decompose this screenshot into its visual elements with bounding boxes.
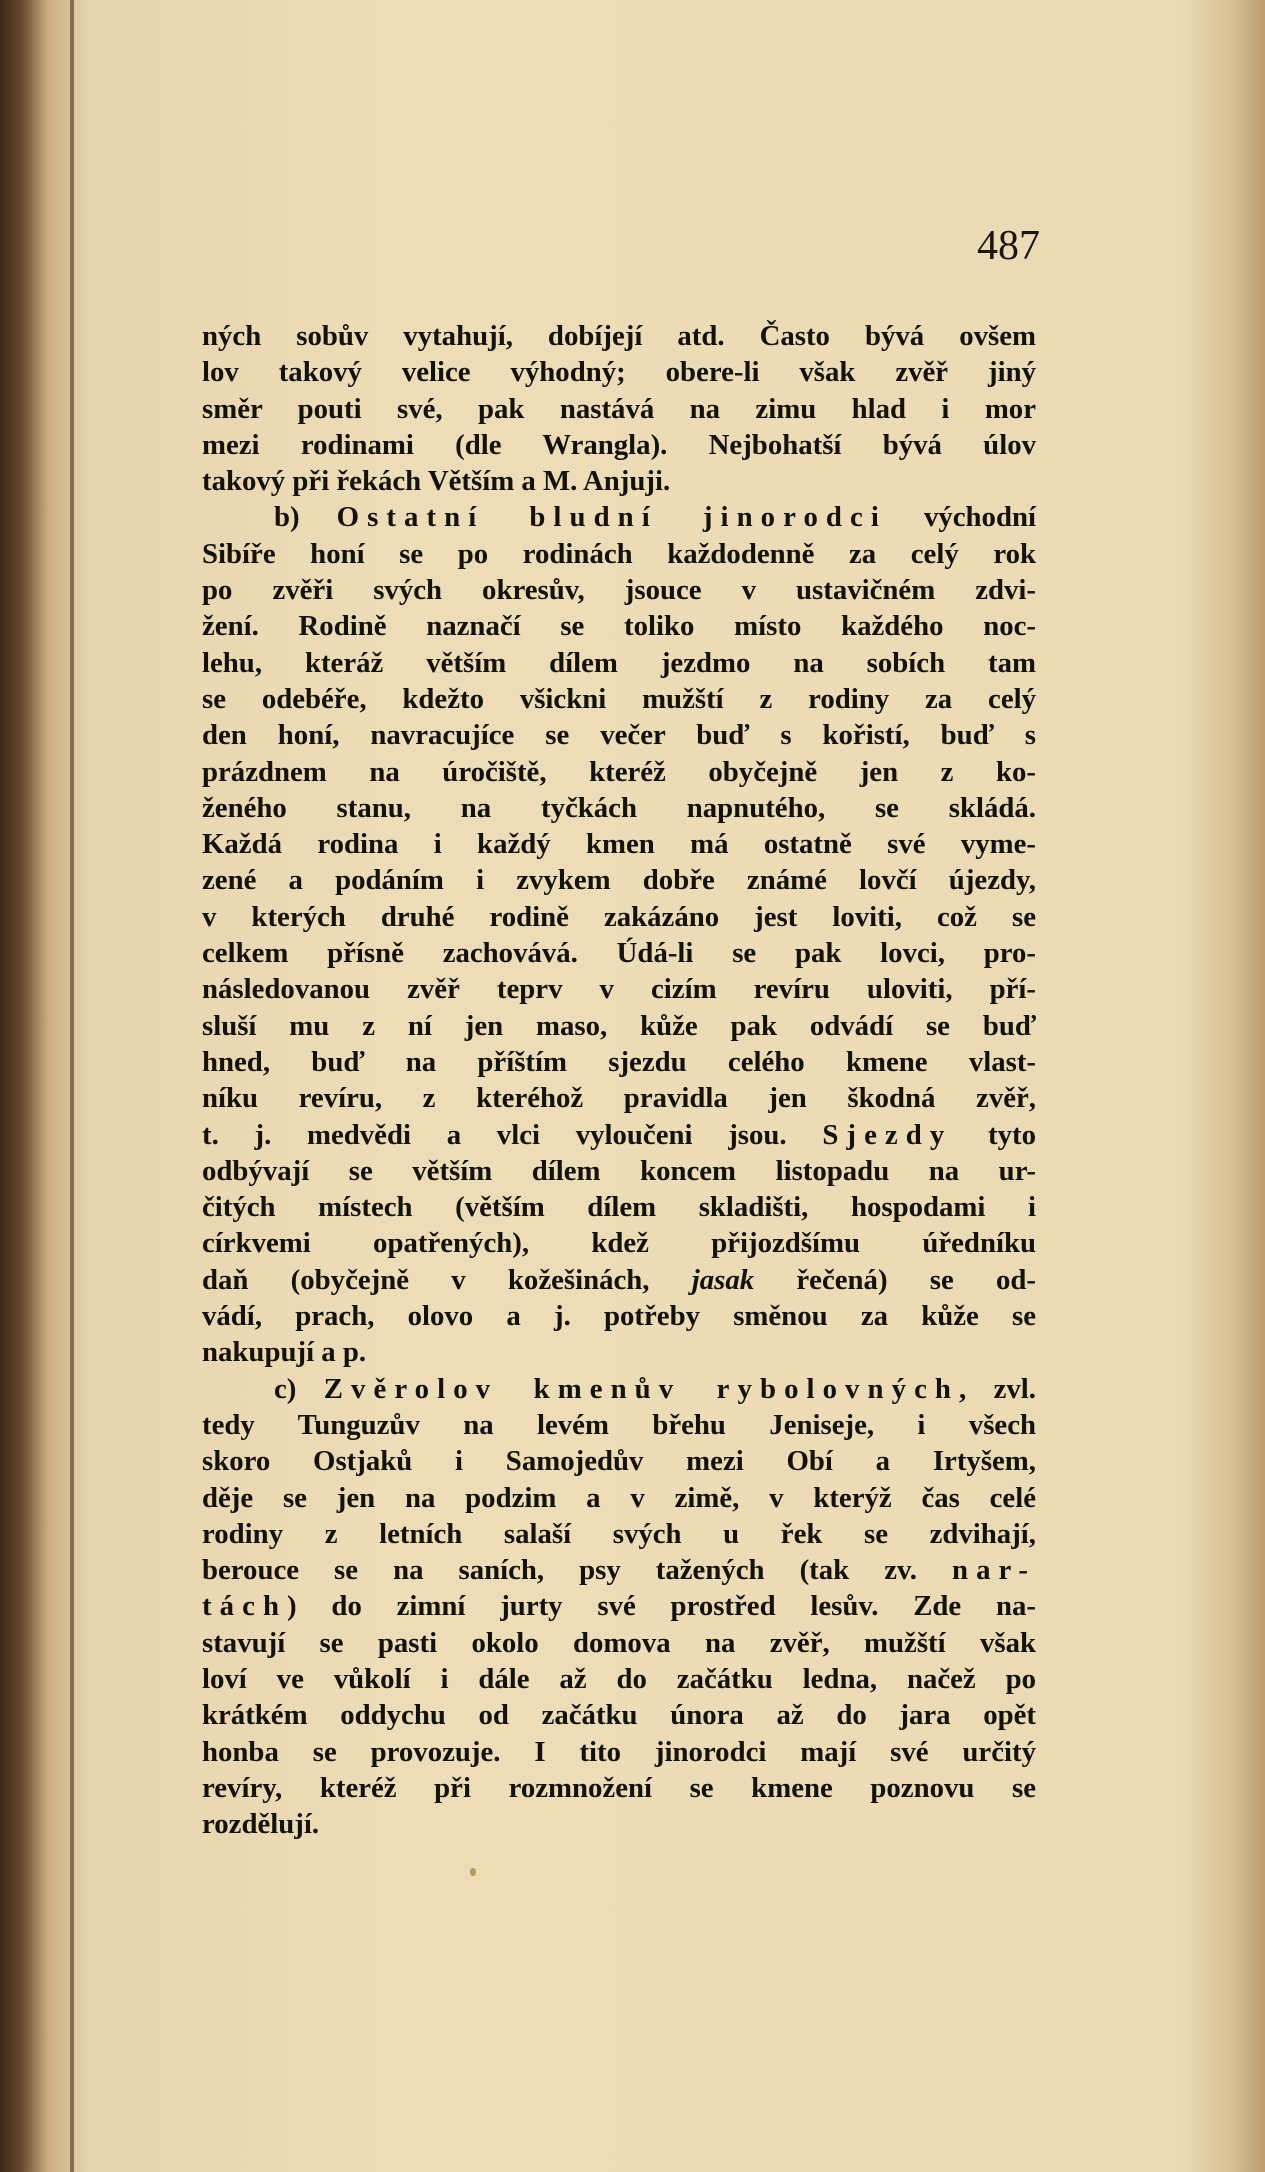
text-line: krátkém oddychu od začátku února až do jara opět [202, 1699, 1036, 1732]
text-line: den honí, navracujíce se večer buď s kořistí, buď s [202, 719, 1036, 752]
page-edge-shadow [70, 0, 74, 2172]
text-line: celkem přísně zachovává. Údá-li se pak lovci, pro- [202, 937, 1036, 970]
text-line: církvemi opatřených), kdež přijozdšímu úředníku [202, 1227, 1036, 1260]
text-segment: ) do zimní jurty své prostřed lesův. Zde na- [287, 1590, 1036, 1623]
text-line: Sibíře honí se po rodinách každodenně za celý rok [202, 537, 1036, 570]
text-line: směr pouti své, pak nastává na zimu hlad i mor [202, 392, 1036, 425]
text-line: loví ve vůkolí i dále až do začátku ledna, načež po [202, 1662, 1036, 1695]
text-line: lov takový velice výhodný; obere-li však zvěř jiný [202, 356, 1036, 389]
spaced-emphasis: nar- [952, 1554, 1036, 1587]
text-line: zené a podáním i zvykem dobře známé lovčí újezdy, [202, 864, 1036, 897]
text-line: čitých místech (větším dílem skladišti, hospodami i [202, 1191, 1036, 1224]
text-line: tedy Tunguzův na levém břehu Jeniseje, i všech [202, 1408, 1036, 1441]
text-segment: daň (obyčejně v kožešinách, [202, 1263, 692, 1296]
text-segment: t. j. medvědi a vlci vyloučeni jsou. [202, 1118, 823, 1151]
text-line: níku revíru, z kteréhož pravidla jen škodná zvěř, [202, 1082, 1036, 1115]
text-line: lehu, kteráž větším dílem jezdmo na sobích tam [202, 646, 1036, 679]
text-segment: b) [274, 501, 337, 534]
spaced-emphasis: Ostatní bludní jinorodci [336, 501, 887, 534]
text-line: Každá rodina i každý kmen má ostatně své vyme- [202, 828, 1036, 861]
text-line: následovanou zvěř teprv v cizím revíru uloviti, pří- [202, 973, 1036, 1006]
text-line: v kterých druhé rodině zakázáno jest loviti, což se [202, 900, 1036, 933]
text-line: děje se jen na podzim a v zimě, v kterýž čas celé [202, 1481, 1036, 1514]
text-line [202, 1588, 1036, 1624]
text-line: rodiny z letních salaší svých u řek se zdvihají, [202, 1517, 1036, 1550]
spaced-emphasis: tách [202, 1590, 288, 1623]
text-line: ných sobův vytahují, dobíjejí atd. Často bývá ovšem [202, 320, 1036, 352]
page-number: 487 [977, 223, 1040, 269]
text-line: takový při řekách Větším a M. Anjuji. [202, 465, 671, 498]
text-line: odbývají se větším dílem koncem listopadu na ur- [202, 1154, 1036, 1187]
text-line: honba se provozuje. I tito jinorodci mají své určitý [202, 1735, 1036, 1768]
text-line: revíry, kteréž při rozmnožení se kmene poznovu se [202, 1771, 1036, 1804]
text-line: stavují se pasti okolo domova na zvěř, mužští však [202, 1626, 1036, 1659]
text-line [202, 1371, 1036, 1407]
text-line: prázdnem na úročiště, kteréž obyčejně jen z ko- [202, 755, 1036, 788]
spaced-emphasis: Zvěrolov kmenův rybolovných [323, 1372, 959, 1405]
text-line: se odebéře, kdežto všickni mužští z rodiny za celý [202, 682, 1036, 715]
text-line: rozdělují. [202, 1808, 320, 1841]
text-segment: c) [274, 1372, 324, 1405]
text-line: sluší mu z ní jen maso, kůže pak odvádí se buď [202, 1009, 1036, 1042]
text-segment: , zvl. [959, 1372, 1036, 1405]
text-line: ženého stanu, na tyčkách napnutého, se skládá. [202, 791, 1036, 824]
text-line: po zvěři svých okresův, jsouce v ustavičném zdvi- [202, 574, 1036, 607]
text-line: hned, buď na příštím sjezdu celého kmene vlast- [202, 1045, 1036, 1078]
text-segment: tyto [952, 1118, 1037, 1151]
text-line: nakupují a p. [202, 1336, 367, 1369]
text-segment: východní [886, 501, 1036, 534]
paper-speck [470, 1868, 476, 1876]
text-line [202, 1552, 1036, 1588]
text-line: žení. Rodině naznačí se toliko místo každého noc- [202, 610, 1036, 643]
text-line: vádí, prach, olovo a j. potřeby směnou za kůže se [202, 1300, 1036, 1333]
text-line [202, 1117, 1036, 1153]
text-segment: berouce se na saních, psy tažených (tak zv. [202, 1554, 953, 1587]
text-segment: řečená) se od- [754, 1263, 1037, 1296]
text-line [202, 499, 1036, 535]
body-text [202, 318, 1036, 1842]
text-line [202, 1262, 1036, 1298]
text-line: skoro Ostjaků i Samojedův mezi Obí a Irtyšem, [202, 1445, 1036, 1478]
text-line: mezi rodinami (dle Wrangla). Nejbohatší bývá úlov [202, 428, 1036, 461]
spaced-emphasis: Sjezdy [822, 1118, 953, 1151]
italic-term: jasak [691, 1263, 755, 1296]
